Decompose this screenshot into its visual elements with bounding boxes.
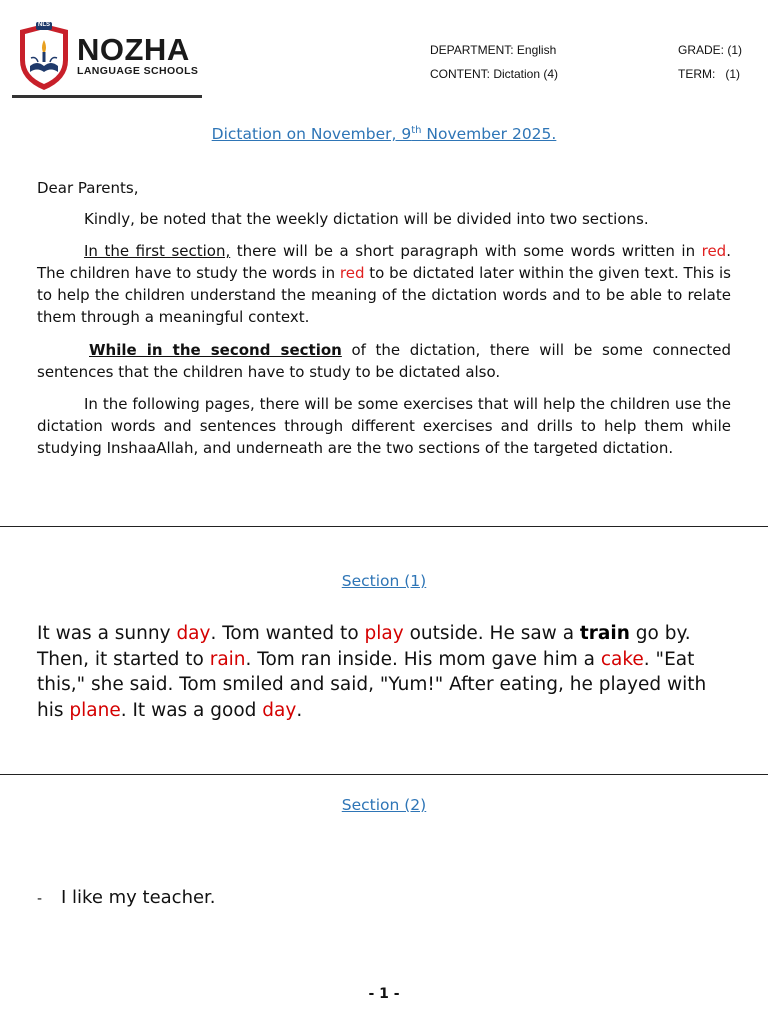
logo-badge-text: NLS <box>38 22 50 28</box>
letter-paragraph-3: While in the second section of the dictation, there will be some connected sentences that the children have to study to be dictated also. <box>37 341 731 381</box>
page-title: Dictation on November, 9th November 2025. <box>211 125 557 144</box>
header-rule <box>12 95 202 98</box>
brand-name: NOZHA <box>77 32 190 67</box>
section-2-heading: Section (2) <box>341 796 427 814</box>
greeting: Dear Parents, <box>37 179 139 197</box>
school-logo <box>16 22 72 92</box>
term-label: TERM: (1) <box>678 67 740 81</box>
section-1-heading: Section (1) <box>341 572 427 590</box>
brand-subtitle: LANGUAGE SCHOOLS <box>77 65 199 77</box>
content-label: CONTENT: Dictation (4) <box>430 67 559 81</box>
page-number: - 1 - <box>368 986 400 1002</box>
divider-2 <box>0 774 768 775</box>
brand-block <box>77 34 198 77</box>
letter-paragraph-1: Kindly, be noted that the weekly dictation will be divided into two sections. <box>84 210 649 228</box>
section-2-sentence-1: - I like my teacher. <box>37 887 216 908</box>
divider-1 <box>0 526 768 527</box>
section-1-story: It was a sunny day. Tom wanted to play outside. He saw a train go by. Then, it started to rain. Tom ran inside. His mom gave him a cake. "Eat this," she said. Tom smiled and said, "Yum!" After eating, he played with his plane. It was a good day. <box>37 623 707 721</box>
letter-paragraph-2: In the first section, there will be a short paragraph with some words written in red. The children have to study the words in red to be dictated later within the given text. This is to help the children understand the meaning of the dictation words and to be able to relate them through a meaningful context. <box>37 242 731 326</box>
grade-label: GRADE: (1) <box>678 43 743 57</box>
department-label: DEPARTMENT: English <box>430 43 557 57</box>
letter-paragraph-4: In the following pages, there will be some exercises that will help the children use the dictation words and sentences through different exercises and drills to help them while studying InshaaAllah, and underneath are the two sections of the targeted dictation. <box>37 395 731 457</box>
